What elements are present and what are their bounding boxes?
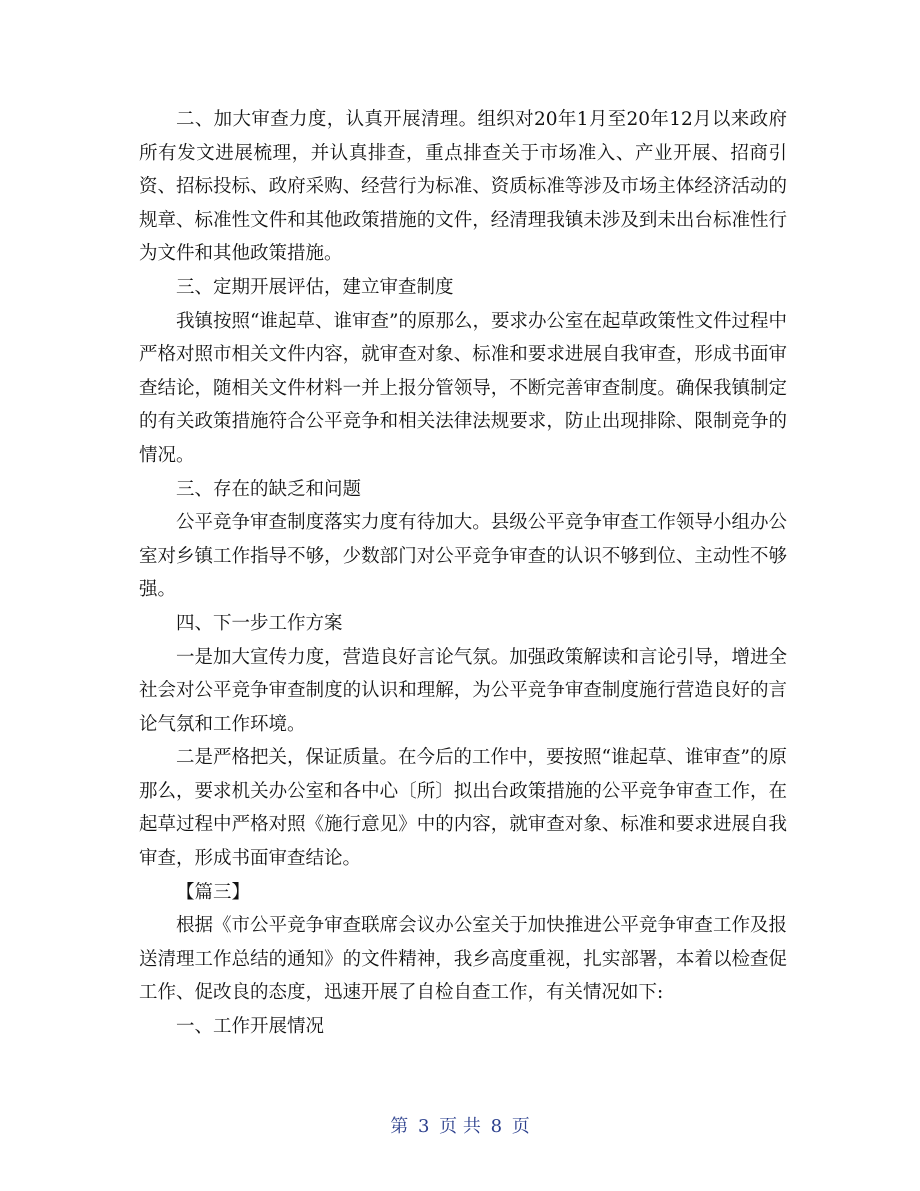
heading-shortcomings: 三、存在的缺乏和问题 [176, 478, 362, 500]
paragraph-shortcomings: 公平竞争审查制度落实力度有待加大。县级公平竞争审查工作领导小组办公室对乡镇工作指导不够，少数部门对公平竞争审查的认识不够到位、主动性不够强。 [139, 512, 787, 601]
current-page-number: 3 [417, 1116, 430, 1137]
page-label-suffix: 页 [511, 1116, 530, 1137]
paragraph-review-system: 我镇按照“谁起草、谁审查”的原那么，要求办公室在起草政策性文件过程中严格对照市相关文件内容，就审查对象、标准和要求进展自我审查，形成书面审查结论，随相关文件材料一并上报分管领导，不断完善审查制度。确保我镇制定的有关政策措施符合公平竞争和相关法律法规要求，防止出现排除、限制竞争的情况。 [139, 310, 787, 466]
section-title-part-three: 【篇三】 [176, 881, 251, 903]
page-number-footer [0, 1112, 920, 1138]
paragraph-notice-basis: 根据《市公平竞争审查联席会议办公室关于加快推进公平竞争审查工作及报送清理工作总结的通知》的文件精神，我乡高度重视，扎实部署，本着以检查促工作、促改良的态度，迅速开展了自检自查工作，有关情况如下: [139, 915, 787, 1004]
paragraph-quality-control: 二是严格把关，保证质量。在今后的工作中，要按照“谁起草、谁审查”的原那么，要求机关办公室和各中心〔所〕拟出台政策措施的公平竞争审查工作，在起草过程中严格对照《施行意见》中的内容，就审查对象、标准和要求进展自我审查，形成书面审查结论。 [139, 747, 787, 870]
paragraph-review-cleanup: 二、加大审查力度，认真开展清理。组织对20年1月至20年12月以来政府所有发文进展梳理，并认真排查，重点排查关于市场准入、产业开展、招商引资、招标投标、政府采购、经营行为标准、资质标准等涉及市场主体经济活动的规章、标准性文件和其他政策措施的文件，经清理我镇未涉及到未出台标准性行为文件和其他政策措施。 [139, 109, 787, 265]
page-label-prefix: 第 [390, 1116, 409, 1137]
document-body [139, 103, 787, 1044]
heading-next-steps: 四、下一步工作方案 [176, 612, 343, 634]
paragraph-publicity: 一是加大宣传力度，营造良好言论气氛。加强政策解读和言论引导，增进全社会对公平竞争审查制度的认识和理解，为公平竞争审查制度施行营造良好的言论气氛和工作环境。 [139, 646, 787, 735]
page-label-mid: 页 共 [439, 1116, 481, 1137]
heading-work-progress: 一、工作开展情况 [176, 1016, 325, 1038]
heading-regular-evaluation: 三、定期开展评估，建立审查制度 [176, 276, 454, 298]
total-pages-number: 8 [490, 1116, 503, 1137]
